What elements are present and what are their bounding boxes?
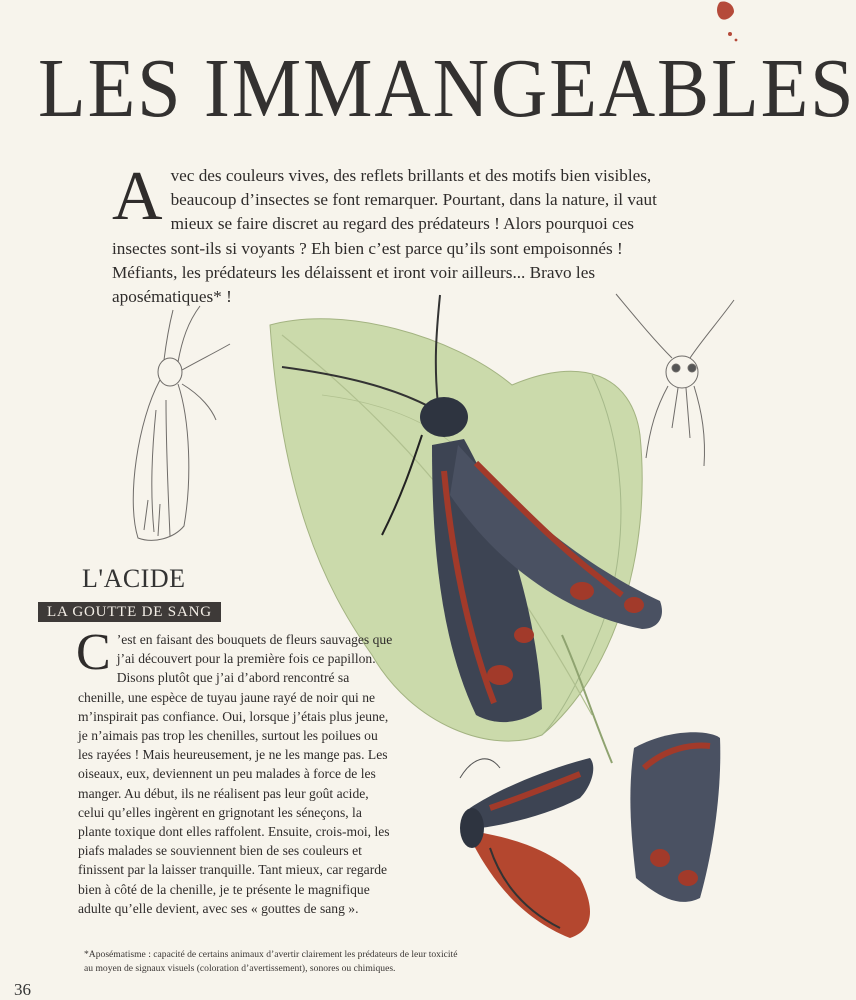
species-name-badge: LA GOUTTE DE SANG [38,602,221,622]
spread-wing-moths-illustration [430,728,730,938]
body-text: ’est en faisant des bouquets de fleurs sauvages que j’ai découvert pour la première fois ce papillon. Disons plutôt que j’ai d’abord rencontré sa chenille, une espèce de tuyau jaune rayé de noir qui ne m’inspirait pas confiance. Oui, lorsque j’étais plus jeune, je n’aimais pas trop les chenilles, surtout les poilues ou les rayées ! Mais heureusement, je ne les mange pas. Les oiseaux, eux, deviennent un peu malades à force de les manger. Au début, ils ne réalisent pas leur goût acide, celui qu’elles ingèrent en grignotant les séneçons, la plante toxique dont elles raffolent. Ensuite, crois-moi, les piafs malades se souviennent bien de ses couleurs et finissent par la laisser tranquille. Tant mieux, car regarde bien à côté de la chenille, je te présente le magnifique adulte qu’elle devient, avec ses « gouttes de sang ». [78,632,393,916]
page-title: LES IMMANGEABLES [38,42,856,135]
article-body [76,624,396,918]
paint-splatter-icon [712,0,741,44]
intro-dropcap: A [112,158,163,235]
intro-text: vec des couleurs vives, des reflets brillants et des motifs bien visibles, beaucoup d’insectes se font remarquer. Pourtant, dans la nature, il vaut mieux se faire discret au regard des prédateurs ! Alors pourquoi ces insectes sont-ils si voyants ? Eh bien c’est parce qu’ils sont empoisonnés ! Méfiants, les prédateurs les délaissent et iront voir ailleurs... Bravo les aposématiques* ! [112,166,657,307]
category-heading: L'ACIDE [82,564,186,593]
page-number: 36 [14,980,31,999]
body-dropcap: C [76,624,111,681]
pencil-sketch-moth-illustration [108,300,238,560]
intro-paragraph [112,158,667,309]
footnote: *Aposématisme : capacité de certains animaux d’avertir clairement les prédateurs de leur toxicité au moyen de signaux visuels (coloration d’avertissement), sonores ou chimiques. [84,949,458,974]
